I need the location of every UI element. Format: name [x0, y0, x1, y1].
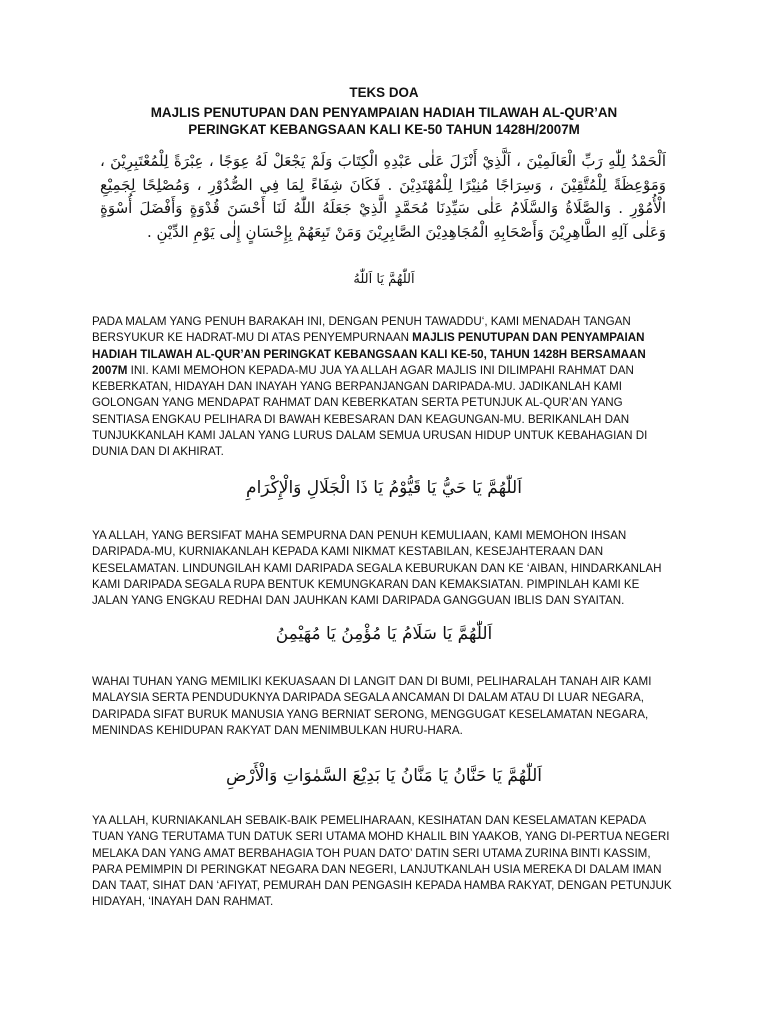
paragraph-1-bold: MAJLIS PENUTUPAN DAN PENYAMPAIAN HADIAH TILAWAH AL-QUR’AN PERINGKAT KEBANGSAAN KALI KE-50, TAHUN 1428H BERSAMAAN 2007M	[92, 331, 646, 377]
paragraph-1-part-a: PADA MALAM YANG PENUH BARAKAH INI, DENGAN PENUH TAWADDU‘, KAMI MENADAH TANGAN BERSYUKUR KE HADRAT-MU DI ATAS PENYEMPURNAAN	[92, 315, 631, 345]
arabic-allahumma: اَللّٰهُمَّ يَا اَللّٰهُ	[353, 272, 415, 287]
arabic-invocation-3: اَللّٰهُمَّ يَا حَنَّانُ يَا مَنَّانُ يَا بَدِيْعَ السَّمٰوَاتِ وَالْأَرْضِ	[225, 766, 543, 786]
doc-title: TEKS DOA	[349, 85, 419, 100]
doc-subtitle-line2: PERINGKAT KEBANGSAAN KALI KE-50 TAHUN 1428H/2007M	[188, 122, 580, 137]
arabic-invocation-2: اَللّٰهُمَّ يَا سَلَامُ يَا مُؤْمِنُ يَا مُهَيْمِنُ	[275, 624, 493, 644]
paragraph-1-part-b: INI. KAMI MEMOHON KEPADA-MU JUA YA ALLAH AGAR MAJLIS INI DILIMPAHI RAHMAT DAN KEBERKATAN, HIDAYAH DAN INAYAH YANG BERPANJANGAN DARIPADA-MU. JADIKANLAH KAMI GOLONGAN YANG MENDAPAT RAHMAT DAN KEBERKATAN SERTA PETUNJUK AL-QUR’AN YANG SENTIASA ENGKAU PELIHARA DI BAWAH KEBESARAN DAN KEAGUNGAN-MU. BERIKANLAH DAN TUNJUKKANLAH KAMI JALAN YANG LURUS DALAM SEMUA URUSAN HIDUP UNTUK KEBAHAGIAN DI DUNIA DAN DI AKHIRAT.	[92, 363, 648, 459]
paragraph-2: YA ALLAH, YANG BERSIFAT MAHA SEMPURNA DAN PENUH KEMULIAAN, KAMI MEMOHON IHSAN DARIPADA-MU, KURNIAKANLAH KEPADA KAMI NIKMAT KESTABILAN, KESEJAHTERAAN DAN KESELAMATAN. LINDUNGILAH KAMI DARIPADA SEGALA KEBURUKAN DAN KE ‘AIBAN, HINDARKANLAH KAMI DARIPADA SEGALA RUPA BENTUK KEMUNGKARAN DAN KEMAKSIATAN. PIMPINLAH KAMI KE JALAN YANG ENGKAU REDHAI DAN JAUHKAN KAMI DARIPADA GANGGUAN IBLIS DAN SYAITAN.	[92, 529, 662, 608]
paragraph-1	[92, 314, 678, 461]
doc-subtitle-line1: MAJLIS PENUTUPAN DAN PENYAMPAIAN HADIAH TILAWAH AL-QUR’AN	[150, 105, 618, 120]
arabic-invocation-1: اَللّٰهُمَّ يَا حَيُّ يَا قَيُّوْمُ يَا ذَا الْجَلَالِ وَالْإِكْرَامِ	[246, 478, 522, 498]
arabic-opening-text: اَلْحَمْدُ لِلّٰهِ رَبِّ الْعَالَمِيْنَ ، اَلَّذِيْ أَنْزَلَ عَلٰى عَبْدِهِ الْكِتَابَ وَلَمْ يَجْعَلْ لَهُ عِوَجًا ، عِبْرَةً لِلْمُعْتَبِرِيْنَ ، وَمَوْعِظَةً لِلْمُتَّقِيْنَ ، وَسِرَاجًا مُنِيْرًا لِلْمُهْتَدِيْنَ . فَكَانَ شِفَاءً لِمَا فِي الصُّدُوْرِ ، وَمُصْلِحًا لِجَمِيْعِ الْأُمُوْرِ . وَالصَّلَاةُ وَالسَّلَامُ عَلٰى سَيِّدِنَا مُحَمَّدٍ الَّذِيْ جَعَلَهُ اللّٰهُ لَنَا أَحْسَنَ قُدْوَةٍ وَأَفْضَلَ أُسْوَةٍ وَعَلٰى آلِهِ الطَّاهِرِيْنَ وَأَصْحَابِهِ الْمُجَاهِدِيْنَ الصَّابِرِيْنَ وَمَنْ تَبِعَهُمْ بِإِحْسَانٍ إِلٰى يَوْمِ الدِّيْنِ .	[100, 152, 666, 241]
paragraph-4: YA ALLAH, KURNIAKANLAH SEBAIK-BAIK PEMELIHARAAN, KESIHATAN DAN KESELAMATAN KEPADA TUAN YANG TERUTAMA TUN DATUK SERI UTAMA MOHD KHALIL BIN YAAKOB, YANG DI-PERTUA NEGERI MELAKA DAN YANG AMAT BERBAHAGIA TOH PUAN DATO’ DATIN SERI UTAMA ZURINA BINTI KASSIM, PARA PEMIMPIN DI PERINGKAT NEGARA DAN NEGERI, LANJUTKANLAH USIA MEREKA DI DALAM IMAN DAN TAAT, SIHAT DAN ‘AFIYAT, PEMURAH DAN PENGASIH KEPADA HAMBA RAKYAT, DENGAN PETUNJUK HIDAYAH, ‘INAYAH DAN RAHMAT.	[92, 814, 672, 909]
paragraph-3: WAHAI TUHAN YANG MEMILIKI KEKUASAAN DI LANGIT DAN DI BUMI, PELIHARALAH TANAH AIR KAMI MALAYSIA SERTA PENDUDUKNYA DARIPADA SEGALA ANCAMAN DI DALAM ATAU DI LUAR NEGARA, DARIPADA SIFAT BURUK MANUSIA YANG BERNIAT SERONG, MENGGUGAT KESELAMATAN NEGARA, MENINDAS KEHIDUPAN RAKYAT DAN MENIMBULKAN HURU-HARA.	[92, 675, 652, 737]
